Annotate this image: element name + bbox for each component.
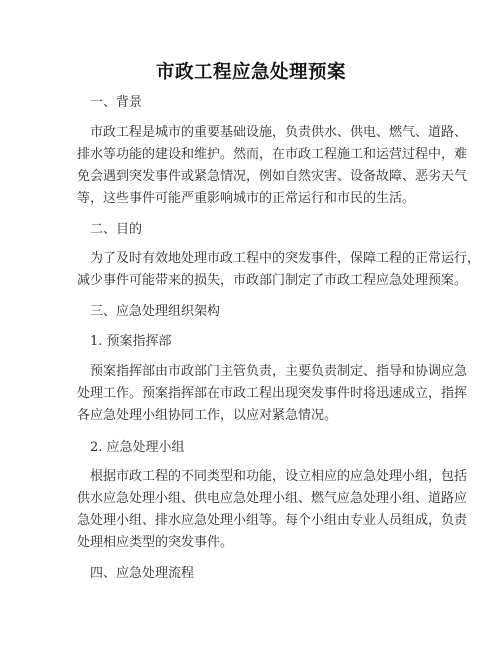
paragraph-line: 各应急处理小组协同工作，以应对紧急情况。 (77, 408, 338, 423)
paragraph-line: 等，这些事件可能严重影响城市的正常运行和市民的生活。 (77, 191, 416, 206)
paragraph-line: 急处理小组、排水应急处理小组等。每个小组由专业人员组成，负责 (77, 513, 468, 528)
document-title: 市政工程应急处理预案 (155, 62, 346, 83)
section-heading-organization: 三、应急处理组织架构 (90, 304, 221, 319)
section-heading-procedure: 四、应急处理流程 (90, 566, 195, 581)
paragraph-line: 市政工程是城市的重要基础设施，负责供水、供电、燃气、道路、 (90, 125, 468, 140)
section-heading-purpose: 二、目的 (90, 222, 143, 237)
paragraph-line: 减少事件可能带来的损失，市政部门制定了市政工程应急处理预案。 (77, 273, 468, 288)
paragraph-line: 供水应急处理小组、供电应急处理小组、燃气应急处理小组、道路应 (77, 491, 468, 506)
section-heading-background: 一、背景 (90, 95, 143, 110)
subsection-heading-command: 1. 预案指挥部 (90, 334, 172, 349)
paragraph-line: 排水等功能的建设和维护。然而，在市政工程施工和运营过程中，难 (77, 147, 468, 162)
paragraph-line: 处理工作。预案指挥部在市政工程出现突发事件时将迅速成立，指挥 (77, 386, 468, 401)
paragraph-line: 预案指挥部由市政部门主管负责，主要负责制定、指导和协调应急 (90, 364, 468, 379)
subsection-heading-teams: 2. 应急处理小组 (90, 440, 185, 455)
paragraph-line: 为了及时有效地处理市政工程中的突发事件，保障工程的正常运行， (90, 251, 481, 266)
paragraph-line: 根据市政工程的不同类型和功能，设立相应的应急处理小组，包括 (90, 469, 468, 484)
paragraph-line: 免会遇到突发事件或紧急情况，例如自然灾害、设备故障、恶劣天气 (77, 169, 468, 184)
paragraph-line: 处理相应类型的突发事件。 (77, 535, 234, 550)
